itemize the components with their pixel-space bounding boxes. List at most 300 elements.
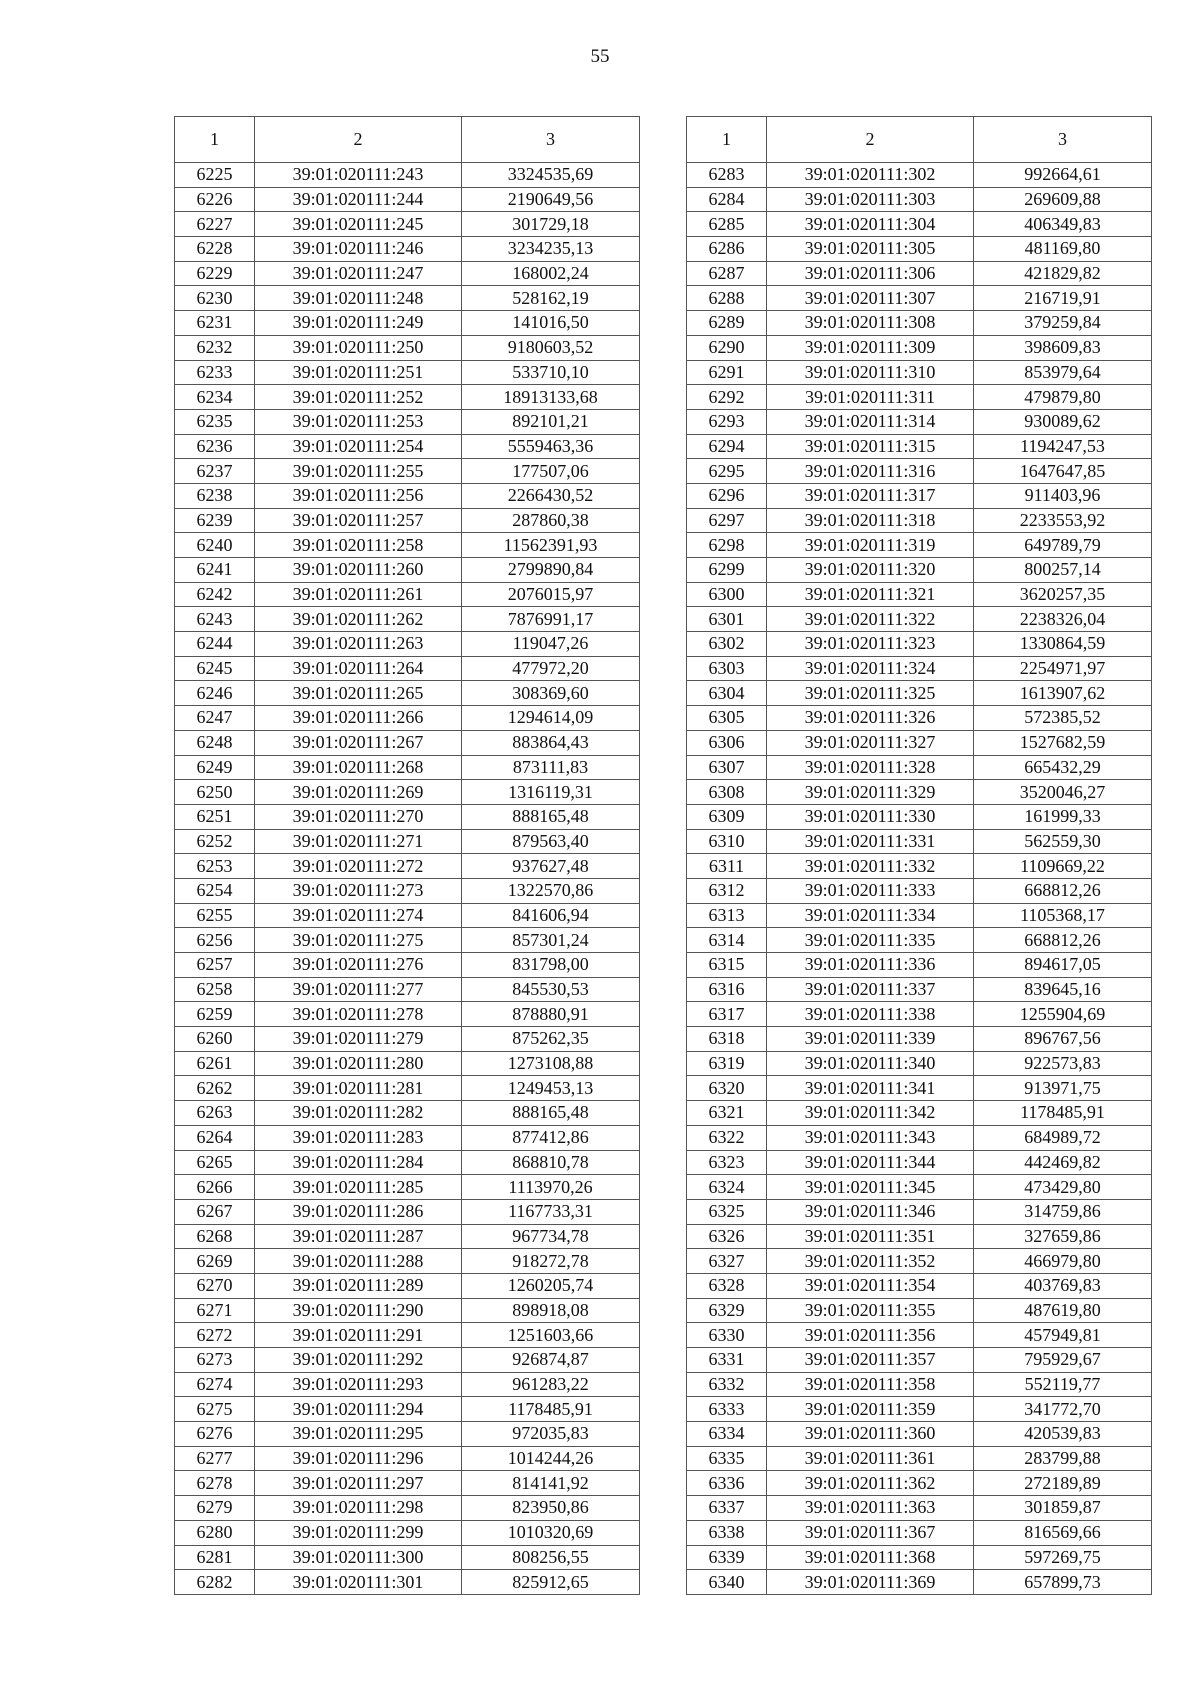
table-row <box>175 854 640 879</box>
cadastral-number-cell: 39:01:020111:345 <box>767 1175 974 1200</box>
value-cell: 1613907,62 <box>974 681 1152 706</box>
table-row <box>175 261 640 286</box>
cadastral-number-cell: 39:01:020111:336 <box>767 953 974 978</box>
value-cell: 845530,53 <box>462 977 640 1002</box>
row-number-cell: 6280 <box>175 1520 255 1545</box>
value-cell: 1527682,59 <box>974 730 1152 755</box>
cadastral-number-cell: 39:01:020111:306 <box>767 261 974 286</box>
value-cell: 1647647,85 <box>974 459 1152 484</box>
row-number-cell: 6327 <box>687 1249 767 1274</box>
row-number-cell: 6282 <box>175 1570 255 1595</box>
value-cell: 2238326,04 <box>974 607 1152 632</box>
table-row <box>687 1175 1152 1200</box>
table-row <box>175 1323 640 1348</box>
row-number-cell: 6307 <box>687 755 767 780</box>
row-number-cell: 6246 <box>175 681 255 706</box>
value-cell: 308369,60 <box>462 681 640 706</box>
cadastral-number-cell: 39:01:020111:357 <box>767 1348 974 1373</box>
value-cell: 873111,83 <box>462 755 640 780</box>
table-row <box>175 483 640 508</box>
value-cell: 119047,26 <box>462 632 640 657</box>
value-cell: 1014244,26 <box>462 1446 640 1471</box>
row-number-cell: 6276 <box>175 1422 255 1447</box>
cadastral-number-cell: 39:01:020111:355 <box>767 1298 974 1323</box>
cadastral-number-cell: 39:01:020111:369 <box>767 1570 974 1595</box>
row-number-cell: 6319 <box>687 1051 767 1076</box>
row-number-cell: 6320 <box>687 1076 767 1101</box>
table-row <box>175 1027 640 1052</box>
table-row <box>687 656 1152 681</box>
table-row <box>687 1570 1152 1595</box>
table-row <box>175 582 640 607</box>
table-row <box>175 360 640 385</box>
row-number-cell: 6308 <box>687 780 767 805</box>
table-row <box>687 1076 1152 1101</box>
row-number-cell: 6314 <box>687 928 767 953</box>
value-cell: 481169,80 <box>974 237 1152 262</box>
row-number-cell: 6250 <box>175 780 255 805</box>
row-number-cell: 6338 <box>687 1520 767 1545</box>
row-number-cell: 6325 <box>687 1199 767 1224</box>
table-row <box>687 1397 1152 1422</box>
row-number-cell: 6251 <box>175 804 255 829</box>
cadastral-number-cell: 39:01:020111:342 <box>767 1101 974 1126</box>
cadastral-number-cell: 39:01:020111:250 <box>255 335 462 360</box>
value-cell: 831798,00 <box>462 953 640 978</box>
value-cell: 1178485,91 <box>974 1101 1152 1126</box>
value-cell: 992664,61 <box>974 163 1152 188</box>
table-row <box>175 1298 640 1323</box>
row-number-cell: 6334 <box>687 1422 767 1447</box>
table-row <box>687 261 1152 286</box>
cadastral-number-cell: 39:01:020111:319 <box>767 533 974 558</box>
cadastral-number-cell: 39:01:020111:309 <box>767 335 974 360</box>
value-cell: 857301,24 <box>462 928 640 953</box>
value-cell: 937627,48 <box>462 854 640 879</box>
row-number-cell: 6337 <box>687 1496 767 1521</box>
value-cell: 341772,70 <box>974 1397 1152 1422</box>
table-right <box>686 116 1152 1595</box>
value-cell: 552119,77 <box>974 1372 1152 1397</box>
value-cell: 1167733,31 <box>462 1199 640 1224</box>
cadastral-number-cell: 39:01:020111:329 <box>767 780 974 805</box>
table-row <box>687 335 1152 360</box>
value-cell: 922573,83 <box>974 1051 1152 1076</box>
cadastral-number-cell: 39:01:020111:333 <box>767 878 974 903</box>
cadastral-number-cell: 39:01:020111:275 <box>255 928 462 953</box>
table-row <box>175 878 640 903</box>
row-number-cell: 6324 <box>687 1175 767 1200</box>
cadastral-number-cell: 39:01:020111:274 <box>255 903 462 928</box>
value-cell: 2233553,92 <box>974 508 1152 533</box>
cadastral-number-cell: 39:01:020111:318 <box>767 508 974 533</box>
value-cell: 668812,26 <box>974 878 1152 903</box>
row-number-cell: 6303 <box>687 656 767 681</box>
row-number-cell: 6316 <box>687 977 767 1002</box>
row-number-cell: 6256 <box>175 928 255 953</box>
cadastral-number-cell: 39:01:020111:300 <box>255 1545 462 1570</box>
row-number-cell: 6326 <box>687 1224 767 1249</box>
cadastral-number-cell: 39:01:020111:302 <box>767 163 974 188</box>
cadastral-number-cell: 39:01:020111:323 <box>767 632 974 657</box>
table-row <box>175 1520 640 1545</box>
value-cell: 3324535,69 <box>462 163 640 188</box>
cadastral-number-cell: 39:01:020111:314 <box>767 409 974 434</box>
row-number-cell: 6315 <box>687 953 767 978</box>
table-row <box>175 928 640 953</box>
row-number-cell: 6292 <box>687 385 767 410</box>
table-row <box>175 409 640 434</box>
header-row <box>175 117 640 163</box>
row-number-cell: 6262 <box>175 1076 255 1101</box>
row-number-cell: 6248 <box>175 730 255 755</box>
table-row <box>175 1175 640 1200</box>
row-number-cell: 6310 <box>687 829 767 854</box>
cadastral-number-cell: 39:01:020111:262 <box>255 607 462 632</box>
cadastral-number-cell: 39:01:020111:246 <box>255 237 462 262</box>
row-number-cell: 6249 <box>175 755 255 780</box>
cadastral-number-cell: 39:01:020111:266 <box>255 706 462 731</box>
value-cell: 141016,50 <box>462 311 640 336</box>
table-row <box>175 780 640 805</box>
row-number-cell: 6339 <box>687 1545 767 1570</box>
row-number-cell: 6323 <box>687 1150 767 1175</box>
row-number-cell: 6294 <box>687 434 767 459</box>
value-cell: 868810,78 <box>462 1150 640 1175</box>
value-cell: 1010320,69 <box>462 1520 640 1545</box>
row-number-cell: 6283 <box>687 163 767 188</box>
value-cell: 878880,91 <box>462 1002 640 1027</box>
row-number-cell: 6225 <box>175 163 255 188</box>
cadastral-number-cell: 39:01:020111:265 <box>255 681 462 706</box>
table-row <box>687 1298 1152 1323</box>
value-cell: 3520046,27 <box>974 780 1152 805</box>
cadastral-number-cell: 39:01:020111:315 <box>767 434 974 459</box>
value-cell: 1255904,69 <box>974 1002 1152 1027</box>
table-row <box>175 1446 640 1471</box>
cadastral-number-cell: 39:01:020111:252 <box>255 385 462 410</box>
table-row <box>687 459 1152 484</box>
value-cell: 177507,06 <box>462 459 640 484</box>
table-row <box>175 286 640 311</box>
row-number-cell: 6260 <box>175 1027 255 1052</box>
cadastral-number-cell: 39:01:020111:273 <box>255 878 462 903</box>
row-number-cell: 6295 <box>687 459 767 484</box>
value-cell: 1294614,09 <box>462 706 640 731</box>
table-row <box>175 1101 640 1126</box>
row-number-cell: 6234 <box>175 385 255 410</box>
cadastral-number-cell: 39:01:020111:338 <box>767 1002 974 1027</box>
value-cell: 269609,88 <box>974 187 1152 212</box>
table-row <box>175 1224 640 1249</box>
row-number-cell: 6335 <box>687 1446 767 1471</box>
row-number-cell: 6254 <box>175 878 255 903</box>
table-row <box>687 1027 1152 1052</box>
value-cell: 918272,78 <box>462 1249 640 1274</box>
cadastral-number-cell: 39:01:020111:282 <box>255 1101 462 1126</box>
table-row <box>687 903 1152 928</box>
cadastral-number-cell: 39:01:020111:344 <box>767 1150 974 1175</box>
column-header-3: 3 <box>974 117 1152 163</box>
table-row <box>687 360 1152 385</box>
value-cell: 327659,86 <box>974 1224 1152 1249</box>
row-number-cell: 6257 <box>175 953 255 978</box>
row-number-cell: 6296 <box>687 483 767 508</box>
cadastral-number-cell: 39:01:020111:339 <box>767 1027 974 1052</box>
cadastral-number-cell: 39:01:020111:277 <box>255 977 462 1002</box>
cadastral-number-cell: 39:01:020111:335 <box>767 928 974 953</box>
row-number-cell: 6333 <box>687 1397 767 1422</box>
row-number-cell: 6317 <box>687 1002 767 1027</box>
table-row <box>687 1224 1152 1249</box>
row-number-cell: 6272 <box>175 1323 255 1348</box>
row-number-cell: 6288 <box>687 286 767 311</box>
value-cell: 930089,62 <box>974 409 1152 434</box>
table-row <box>175 656 640 681</box>
value-cell: 1251603,66 <box>462 1323 640 1348</box>
value-cell: 1316119,31 <box>462 780 640 805</box>
value-cell: 657899,73 <box>974 1570 1152 1595</box>
value-cell: 479879,80 <box>974 385 1152 410</box>
cadastral-number-cell: 39:01:020111:263 <box>255 632 462 657</box>
cadastral-number-cell: 39:01:020111:356 <box>767 1323 974 1348</box>
table-row <box>687 977 1152 1002</box>
cadastral-number-cell: 39:01:020111:346 <box>767 1199 974 1224</box>
cadastral-number-cell: 39:01:020111:340 <box>767 1051 974 1076</box>
table-row <box>175 533 640 558</box>
cadastral-number-cell: 39:01:020111:253 <box>255 409 462 434</box>
table-row <box>687 1422 1152 1447</box>
row-number-cell: 6298 <box>687 533 767 558</box>
value-cell: 1322570,86 <box>462 878 640 903</box>
row-number-cell: 6286 <box>687 237 767 262</box>
header-row <box>687 117 1152 163</box>
cadastral-number-cell: 39:01:020111:311 <box>767 385 974 410</box>
cadastral-number-cell: 39:01:020111:320 <box>767 558 974 583</box>
row-number-cell: 6309 <box>687 804 767 829</box>
table-row <box>175 1545 640 1570</box>
table-row <box>687 1446 1152 1471</box>
row-number-cell: 6297 <box>687 508 767 533</box>
table-row <box>687 804 1152 829</box>
row-number-cell: 6340 <box>687 1570 767 1595</box>
row-number-cell: 6289 <box>687 311 767 336</box>
row-number-cell: 6236 <box>175 434 255 459</box>
table-row <box>175 681 640 706</box>
row-number-cell: 6245 <box>175 656 255 681</box>
row-number-cell: 6247 <box>175 706 255 731</box>
cadastral-number-cell: 39:01:020111:337 <box>767 977 974 1002</box>
row-number-cell: 6263 <box>175 1101 255 1126</box>
row-number-cell: 6331 <box>687 1348 767 1373</box>
cadastral-number-cell: 39:01:020111:264 <box>255 656 462 681</box>
table-row <box>687 928 1152 953</box>
value-cell: 2076015,97 <box>462 582 640 607</box>
cadastral-number-cell: 39:01:020111:280 <box>255 1051 462 1076</box>
row-number-cell: 6318 <box>687 1027 767 1052</box>
table-row <box>687 385 1152 410</box>
row-number-cell: 6244 <box>175 632 255 657</box>
cadastral-number-cell: 39:01:020111:316 <box>767 459 974 484</box>
cadastral-number-cell: 39:01:020111:286 <box>255 1199 462 1224</box>
table-row <box>687 508 1152 533</box>
table-row <box>175 1397 640 1422</box>
value-cell: 926874,87 <box>462 1348 640 1373</box>
cadastral-number-cell: 39:01:020111:288 <box>255 1249 462 1274</box>
row-number-cell: 6242 <box>175 582 255 607</box>
cadastral-number-cell: 39:01:020111:247 <box>255 261 462 286</box>
cadastral-number-cell: 39:01:020111:360 <box>767 1422 974 1447</box>
table-row <box>175 804 640 829</box>
value-cell: 2190649,56 <box>462 187 640 212</box>
row-number-cell: 6264 <box>175 1125 255 1150</box>
row-number-cell: 6329 <box>687 1298 767 1323</box>
table-row <box>175 1422 640 1447</box>
table-row <box>687 582 1152 607</box>
value-cell: 883864,43 <box>462 730 640 755</box>
cadastral-number-cell: 39:01:020111:276 <box>255 953 462 978</box>
table-row <box>687 878 1152 903</box>
row-number-cell: 6266 <box>175 1175 255 1200</box>
value-cell: 3620257,35 <box>974 582 1152 607</box>
cadastral-number-cell: 39:01:020111:270 <box>255 804 462 829</box>
value-cell: 473429,80 <box>974 1175 1152 1200</box>
value-cell: 597269,75 <box>974 1545 1152 1570</box>
table-row <box>175 212 640 237</box>
cadastral-number-cell: 39:01:020111:256 <box>255 483 462 508</box>
cadastral-number-cell: 39:01:020111:368 <box>767 1545 974 1570</box>
table-row <box>687 1051 1152 1076</box>
cadastral-number-cell: 39:01:020111:296 <box>255 1446 462 1471</box>
row-number-cell: 6332 <box>687 1372 767 1397</box>
cadastral-number-cell: 39:01:020111:293 <box>255 1372 462 1397</box>
value-cell: 301859,87 <box>974 1496 1152 1521</box>
value-cell: 877412,86 <box>462 1125 640 1150</box>
cadastral-number-cell: 39:01:020111:307 <box>767 286 974 311</box>
table-row <box>687 311 1152 336</box>
cadastral-number-cell: 39:01:020111:341 <box>767 1076 974 1101</box>
table-row <box>175 311 640 336</box>
cadastral-number-cell: 39:01:020111:305 <box>767 237 974 262</box>
table-row <box>687 1002 1152 1027</box>
column-header-2: 2 <box>767 117 974 163</box>
value-cell: 888165,48 <box>462 804 640 829</box>
row-number-cell: 6233 <box>175 360 255 385</box>
column-header-1: 1 <box>175 117 255 163</box>
cadastral-number-cell: 39:01:020111:352 <box>767 1249 974 1274</box>
cadastral-number-cell: 39:01:020111:260 <box>255 558 462 583</box>
table-row <box>175 1076 640 1101</box>
row-number-cell: 6268 <box>175 1224 255 1249</box>
value-cell: 814141,92 <box>462 1471 640 1496</box>
value-cell: 398609,83 <box>974 335 1152 360</box>
table-row <box>687 558 1152 583</box>
value-cell: 911403,96 <box>974 483 1152 508</box>
value-cell: 442469,82 <box>974 1150 1152 1175</box>
cadastral-number-cell: 39:01:020111:343 <box>767 1125 974 1150</box>
table-row <box>687 755 1152 780</box>
cadastral-number-cell: 39:01:020111:294 <box>255 1397 462 1422</box>
row-number-cell: 6261 <box>175 1051 255 1076</box>
table-row <box>687 632 1152 657</box>
row-number-cell: 6279 <box>175 1496 255 1521</box>
table-row <box>687 434 1152 459</box>
table-row <box>175 1570 640 1595</box>
table-row <box>175 459 640 484</box>
table-row <box>175 1199 640 1224</box>
row-number-cell: 6330 <box>687 1323 767 1348</box>
value-cell: 808256,55 <box>462 1545 640 1570</box>
value-cell: 2799890,84 <box>462 558 640 583</box>
row-number-cell: 6275 <box>175 1397 255 1422</box>
value-cell: 18913133,68 <box>462 385 640 410</box>
value-cell: 161999,33 <box>974 804 1152 829</box>
table-row <box>687 1125 1152 1150</box>
value-cell: 816569,66 <box>974 1520 1152 1545</box>
table-row <box>175 632 640 657</box>
value-cell: 457949,81 <box>974 1323 1152 1348</box>
row-number-cell: 6267 <box>175 1199 255 1224</box>
row-number-cell: 6313 <box>687 903 767 928</box>
table-row <box>175 1348 640 1373</box>
table-row <box>687 1496 1152 1521</box>
value-cell: 875262,35 <box>462 1027 640 1052</box>
cadastral-number-cell: 39:01:020111:268 <box>255 755 462 780</box>
row-number-cell: 6226 <box>175 187 255 212</box>
cadastral-number-cell: 39:01:020111:267 <box>255 730 462 755</box>
table-body <box>175 163 640 1595</box>
table-row <box>175 385 640 410</box>
page-number: 55 <box>590 46 610 67</box>
value-cell: 888165,48 <box>462 1101 640 1126</box>
value-cell: 823950,86 <box>462 1496 640 1521</box>
cadastral-number-cell: 39:01:020111:303 <box>767 187 974 212</box>
row-number-cell: 6255 <box>175 903 255 928</box>
value-cell: 420539,83 <box>974 1422 1152 1447</box>
value-cell: 533710,10 <box>462 360 640 385</box>
value-cell: 853979,64 <box>974 360 1152 385</box>
value-cell: 2254971,97 <box>974 656 1152 681</box>
table-row <box>175 607 640 632</box>
row-number-cell: 6301 <box>687 607 767 632</box>
row-number-cell: 6270 <box>175 1273 255 1298</box>
table-header <box>175 117 640 163</box>
table-row <box>687 730 1152 755</box>
table-row <box>175 730 640 755</box>
row-number-cell: 6229 <box>175 261 255 286</box>
table-row <box>687 286 1152 311</box>
row-number-cell: 6230 <box>175 286 255 311</box>
table-row <box>687 212 1152 237</box>
cadastral-number-cell: 39:01:020111:327 <box>767 730 974 755</box>
table-row <box>175 163 640 188</box>
cadastral-number-cell: 39:01:020111:271 <box>255 829 462 854</box>
cadastral-number-cell: 39:01:020111:331 <box>767 829 974 854</box>
row-number-cell: 6290 <box>687 335 767 360</box>
cadastral-number-cell: 39:01:020111:297 <box>255 1471 462 1496</box>
value-cell: 9180603,52 <box>462 335 640 360</box>
row-number-cell: 6235 <box>175 409 255 434</box>
value-cell: 839645,16 <box>974 977 1152 1002</box>
row-number-cell: 6305 <box>687 706 767 731</box>
table-row <box>175 508 640 533</box>
value-cell: 825912,65 <box>462 1570 640 1595</box>
value-cell: 1113970,26 <box>462 1175 640 1200</box>
table-row <box>687 607 1152 632</box>
cadastral-number-cell: 39:01:020111:255 <box>255 459 462 484</box>
value-cell: 168002,24 <box>462 261 640 286</box>
table-row <box>687 1273 1152 1298</box>
